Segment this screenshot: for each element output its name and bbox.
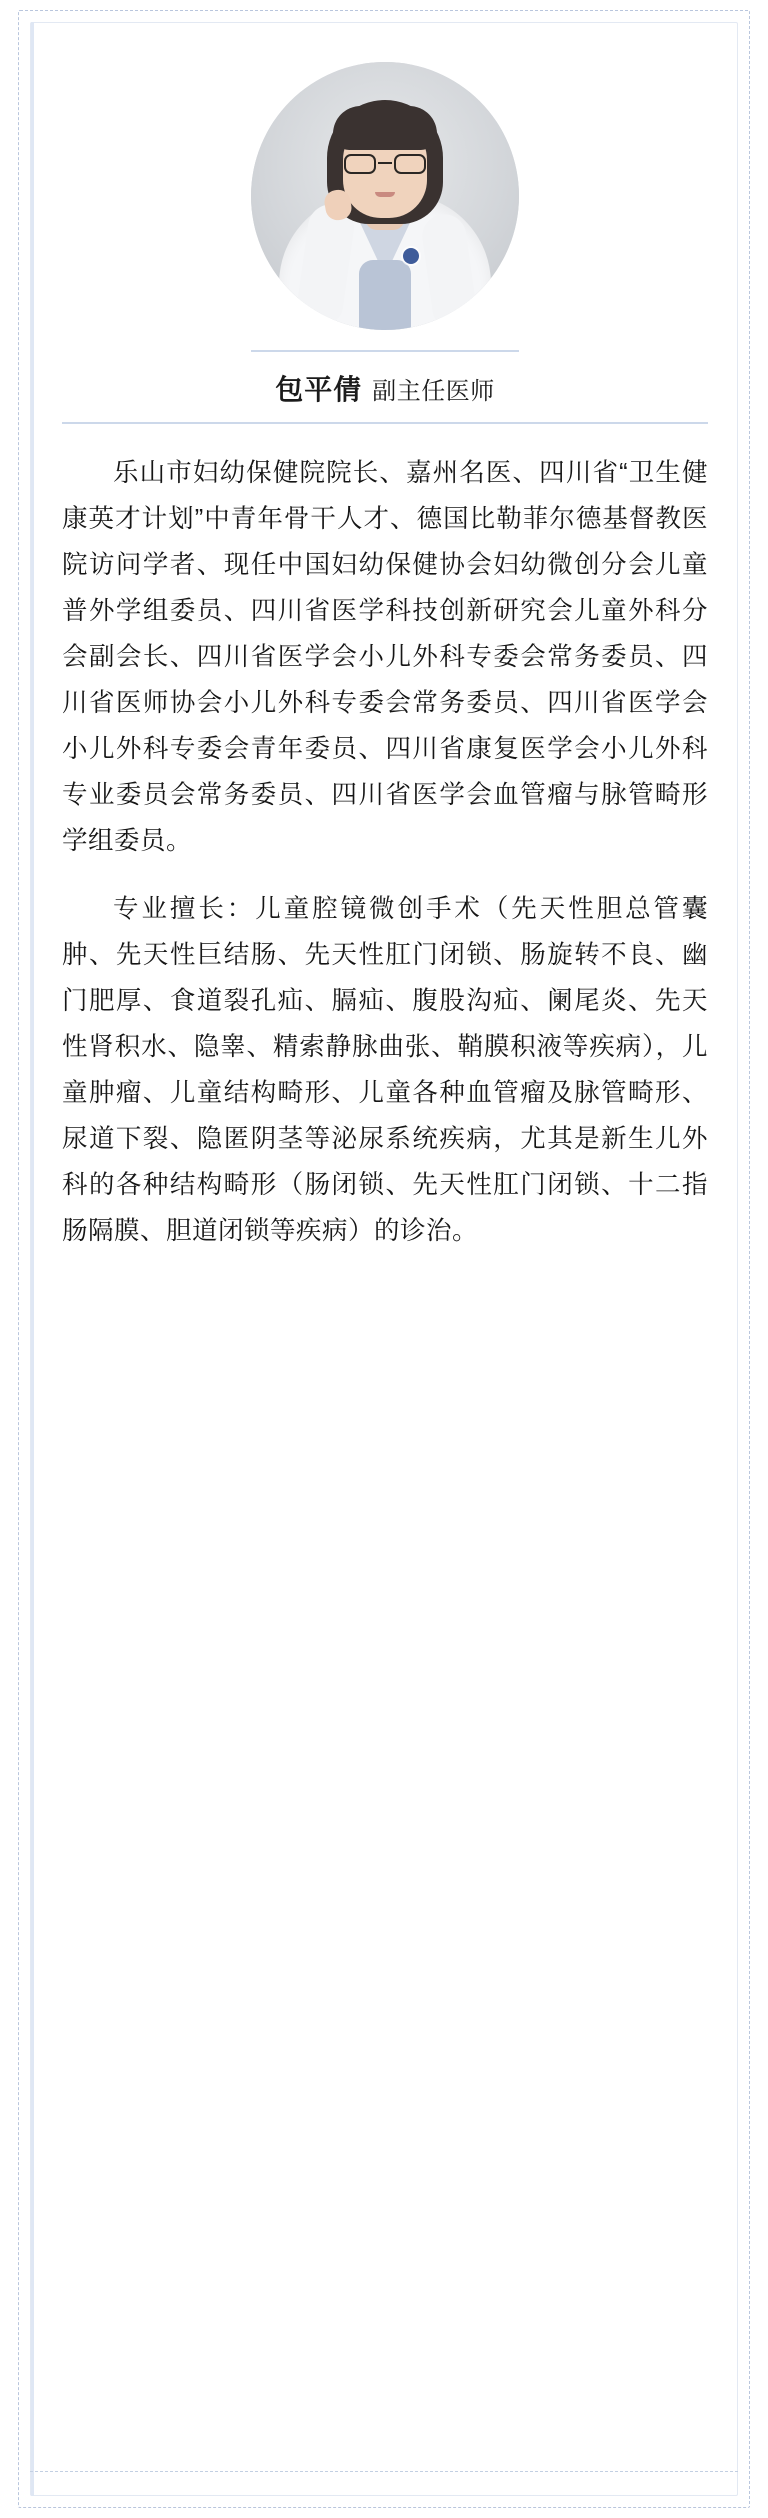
doctor-name: 包平倩 xyxy=(275,374,363,405)
doctor-name-row xyxy=(62,352,708,422)
coat-badge-icon xyxy=(403,248,419,264)
glasses-icon xyxy=(343,154,427,176)
glasses-bridge xyxy=(378,162,392,164)
name-divider-bottom xyxy=(62,422,708,424)
mouth-shape xyxy=(375,192,395,197)
glasses-left-lens xyxy=(344,154,376,174)
bio-paragraph: 乐山市妇幼保健院院长、嘉州名医、四川省“卫生健康英才计划”中青年骨干人才、德国比勒菲尔德基督教医院访问学者、现任中国妇幼保健协会妇幼微创分会儿童普外学组委员、四川省医学科技创新研究会儿童外科分会副会长、四川省医学会小儿外科专委会常务委员、四川省医师协会小儿外科专委会常务委员、四川省医学会小儿外科专委会青年委员、四川省康复医学会小儿外科专业委员会常务委员、四川省医学会血管瘤与脉管畸形学组委员。 xyxy=(62,459,708,855)
glasses-right-lens xyxy=(394,154,426,174)
doctor-title: 副主任医师 xyxy=(372,378,495,405)
inner-shirt-shape xyxy=(359,260,411,330)
specialty-paragraph: 专业擅长：儿童腔镜微创手术（先天性胆总管囊肿、先天性巨结肠、先天性肛门闭锁、肠旋转不良、幽门肥厚、食道裂孔疝、膈疝、腹股沟疝、阑尾炎、先天性肾积水、隐睾、精索静脉曲张、鞘膜积液等疾病），儿童肿瘤、儿童结构畸形、儿童各种血管瘤及脉管畸形、尿道下裂、隐匿阴茎等泌尿系统疾病，尤其是新生儿外科的各种结构畸形（肠闭锁、先天性肛门闭锁、十二指肠隔膜、胆道闭锁等疾病）的诊治。 xyxy=(62,895,708,1245)
doctor-portrait-photo xyxy=(251,62,519,330)
hair-fringe-shape xyxy=(333,106,437,150)
portrait-container xyxy=(62,62,708,330)
bottom-divider xyxy=(30,2471,738,2472)
